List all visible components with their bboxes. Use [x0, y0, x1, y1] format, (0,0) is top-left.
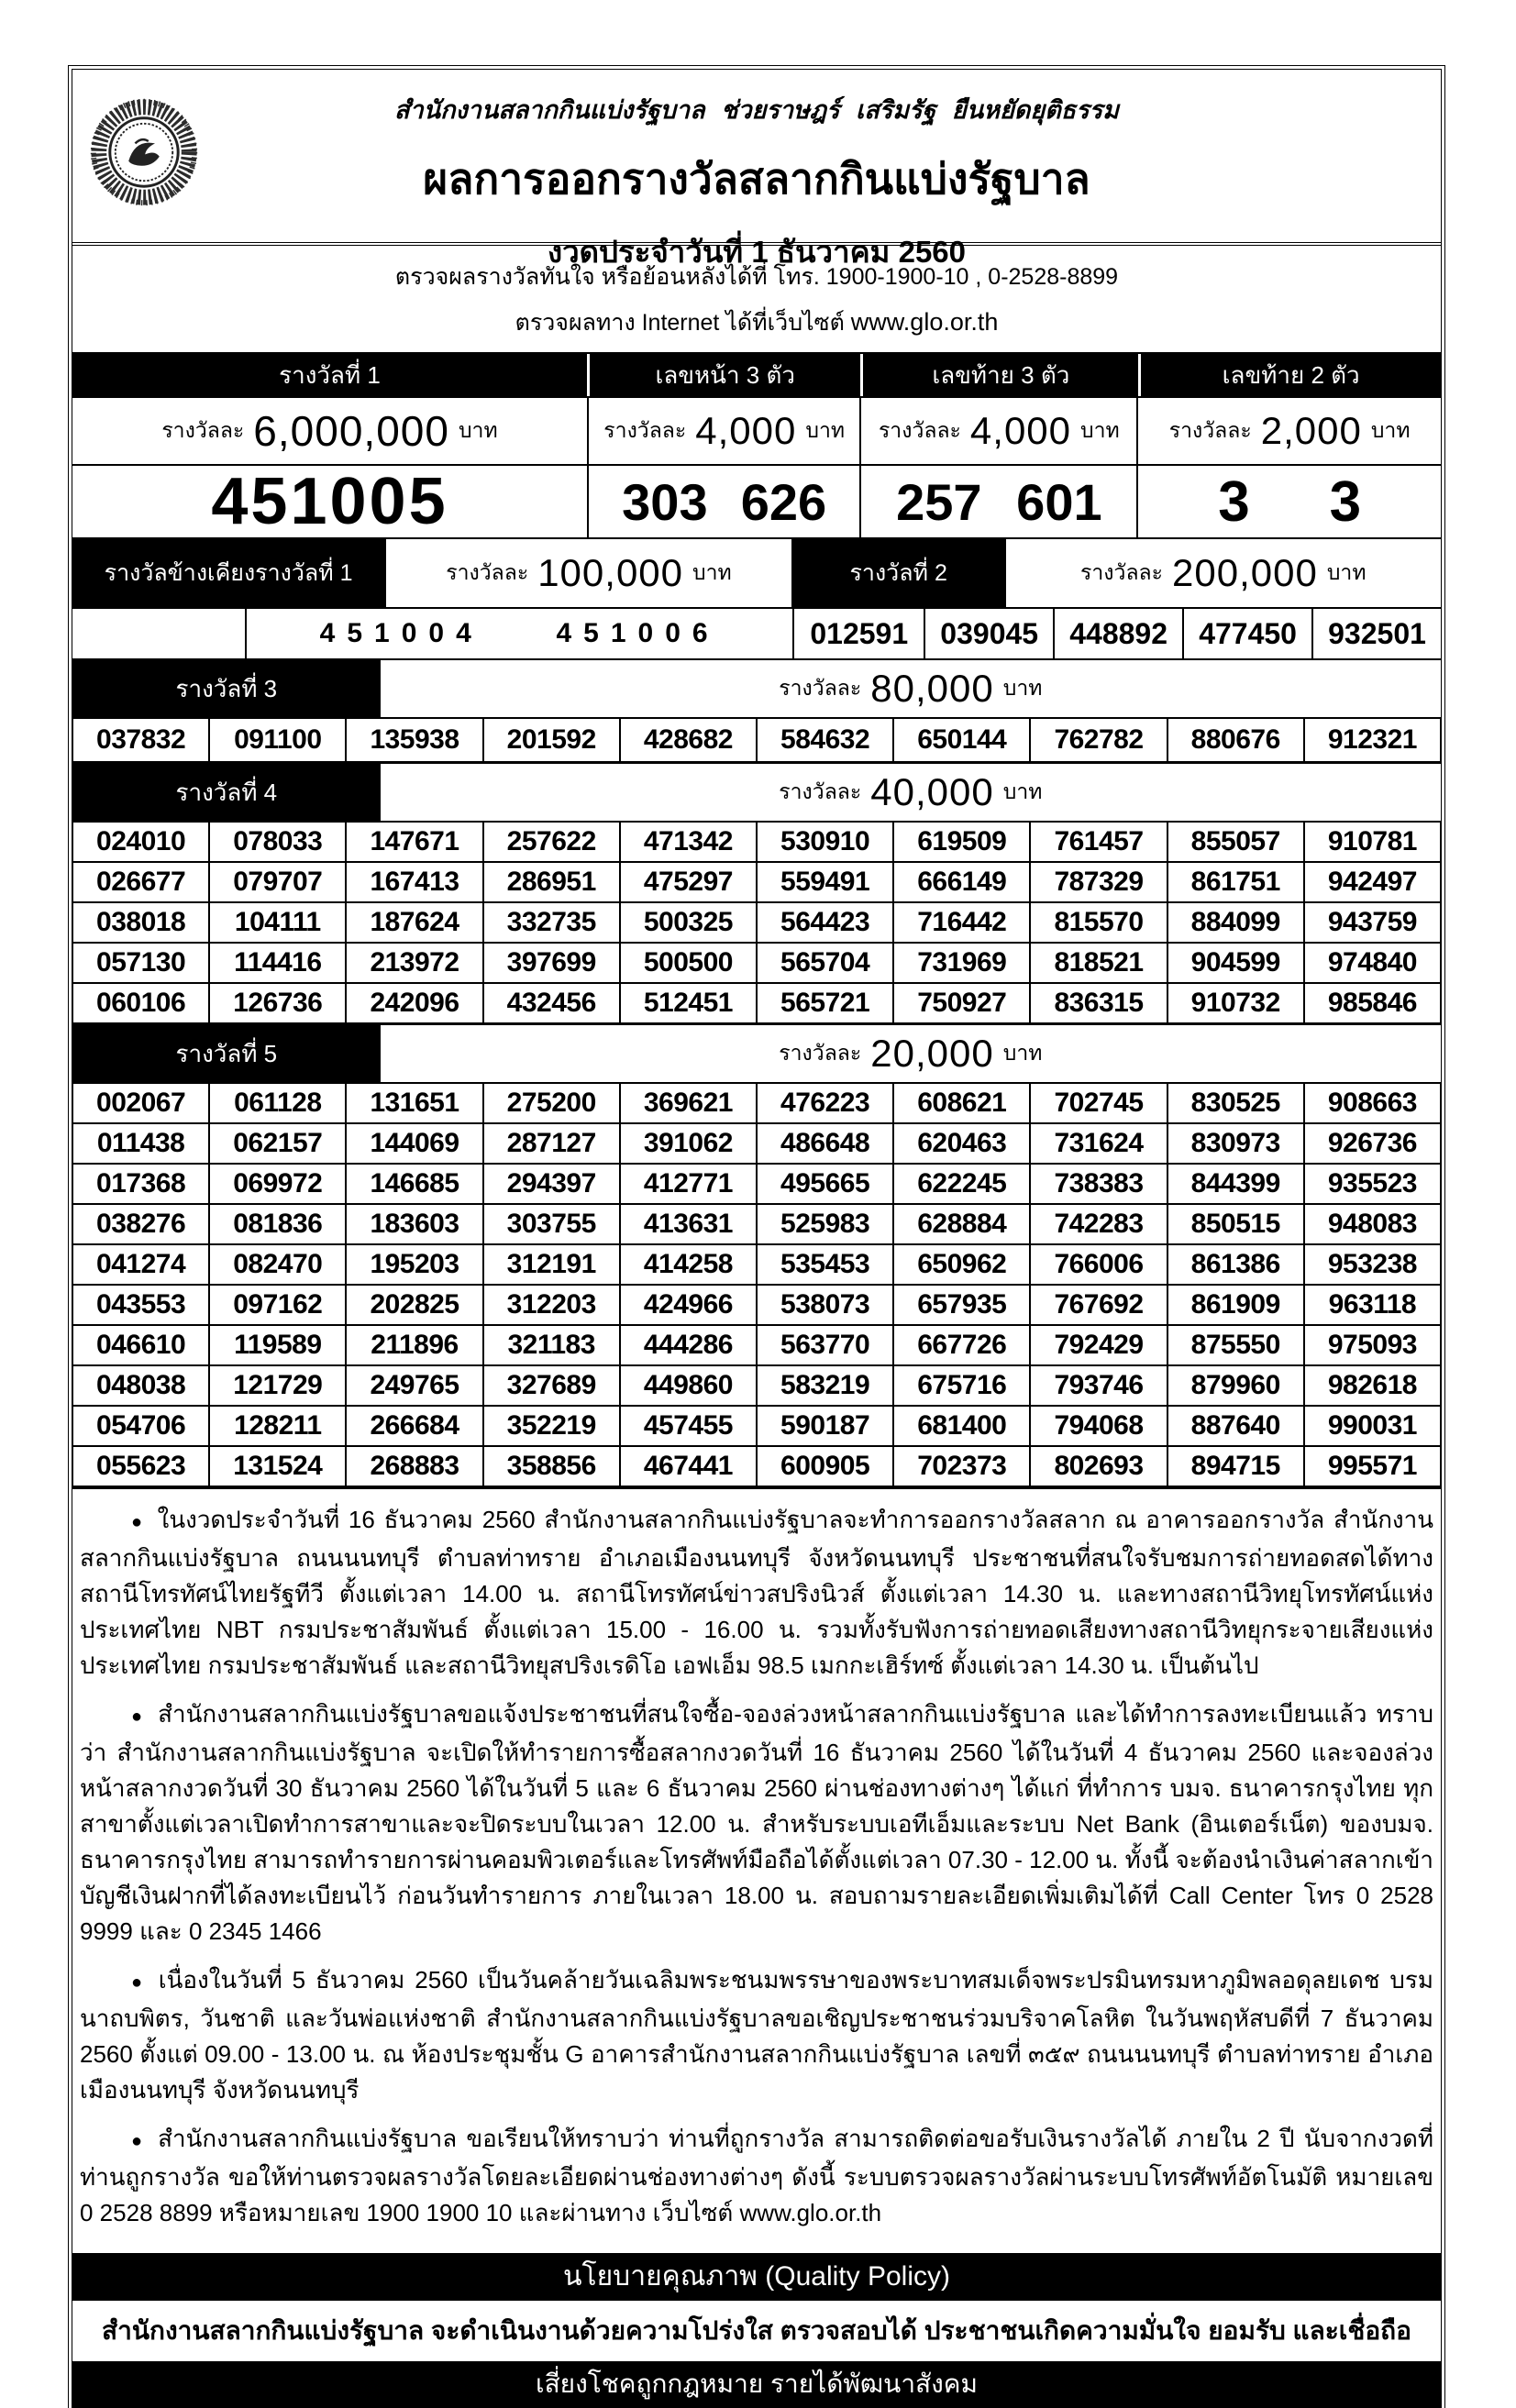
phone-check-line: ตรวจผลรางวัลทันใจ หรือย้อนหลังได้ที่ โทร. 1900-1900-10 , 0-2528-8899 — [394, 264, 1119, 290]
prize-number: 391062 — [620, 1123, 757, 1164]
prize-number: 910732 — [1167, 983, 1304, 1023]
prize-number: 628884 — [893, 1204, 1030, 1244]
prize-number: 211896 — [346, 1325, 482, 1365]
prize-number: 477450 — [1182, 609, 1311, 658]
prize-number: 535453 — [757, 1244, 893, 1285]
prize-number: 620463 — [893, 1123, 1030, 1164]
note-paragraph — [80, 1696, 1433, 1950]
prize-number: 861909 — [1167, 1285, 1304, 1325]
prize-number: 608621 — [893, 1083, 1030, 1123]
prize-number: 061128 — [209, 1083, 346, 1123]
prize-number: 475297 — [620, 862, 757, 902]
prize-number: 702373 — [893, 1446, 1030, 1486]
prize-number: 048038 — [72, 1365, 209, 1406]
prize-number: 078033 — [209, 822, 346, 862]
prize-number: 792429 — [1030, 1325, 1167, 1365]
prize-number: 500500 — [620, 943, 757, 983]
prize-number: 038276 — [72, 1204, 209, 1244]
side-prize-numbers — [247, 609, 794, 658]
prize-number: 167413 — [346, 862, 482, 902]
prize-number: 451004 — [319, 618, 483, 648]
prize-number: 451006 — [556, 618, 720, 648]
prize-number: 975093 — [1304, 1325, 1441, 1365]
prize-number: 564423 — [757, 902, 893, 943]
prize-number: 974840 — [1304, 943, 1441, 983]
prize-number: 147671 — [346, 822, 482, 862]
note-text: สำนักงานสลากกินแบ่งรัฐบาล ขอเรียนให้ทราบว่า ท่านที่ถูกรางวัล สามารถติดต่อขอรับเงินรางวัลได้ ภายใน 2 ปี นับจากงวดที่ท่านถูกรางวัล ขอให้ท่านตรวจผลรางวัลโดยละเอียดผ่านช่องทางต่างๆ ดังนี้ ระบบตรวจผลรางวัลผ่านระบบโทรศัพท์อัตโนมัติ หมายเลข 0 2528 8899 หรือหมายเลข 1900 1900 10 และผ่านทาง เว็บไซต์ www.glo.or.th — [80, 2125, 1433, 2226]
prize-number: 830525 — [1167, 1083, 1304, 1123]
prize-number: 126736 — [209, 983, 346, 1023]
front3-numbers — [589, 466, 861, 537]
prize-number: 563770 — [757, 1325, 893, 1365]
note-text: สำนักงานสลากกินแบ่งรัฐบาลขอแจ้งประชาชนที่สนใจซื้อ-จองล่วงหน้าสลากกินแบ่งรัฐบาล และได้ทำการลงทะเบียนแล้ว ทราบว่า สำนักงานสลากกินแบ่งรัฐบาล จะเปิดให้ทำรายการซื้อสลากงวดวันที่ 16 ธันวาคม 2560 ได้ในวันที่ 4 ธันวาคม 2560 และจองล่วงหน้าสลากงวดวันที่ 30 ธันวาคม 2560 ได้ในวันที่ 5 และ 6 ธันวาคม 2560 ผ่านช่องทางต่างๆ ได้แก่ ที่ทำการ บมจ. ธนาคารกรุงไทย ทุกสาขาตั้งแต่เวลาเปิดทำการสาขาและจะปิดระบบในเวลา 12.00 น. สำหรับระบบเอทีเอ็มและระบบ Net Bank (อินเตอร์เน็ต) ของบมจ. ธนาคารกรุงไทย สามารถทำรายการผ่านคอมพิวเตอร์และโทรศัพท์มือถือได้ตั้งแต่เวลา 07.30 - 12.00 น. ทั้งนี้ จะต้องนำเงินค่าสลากเข้าบัญชีเงินฝากที่ได้ลงทะเบียนไว้ ก่อนวันทำรายการ ภายในเวลา 18.00 น. สอบถามรายละเอียดเพิ่มเติมได้ที่ Call Center โทร 0 2528 9999 และ 0 2345 1466 — [80, 1700, 1433, 1945]
prize-number: 249765 — [346, 1365, 482, 1406]
prize-number: 144069 — [346, 1123, 482, 1164]
prize-number: 054706 — [72, 1406, 209, 1446]
prize-number: 565704 — [757, 943, 893, 983]
prize-number: 650144 — [893, 718, 1030, 762]
prize-number: 414258 — [620, 1244, 757, 1285]
prize5-numbers — [72, 1082, 1441, 1486]
prize-number: 794068 — [1030, 1406, 1167, 1446]
prize-number: 321183 — [483, 1325, 620, 1365]
prize-number: 787329 — [1030, 862, 1167, 902]
prize-number: 412771 — [620, 1164, 757, 1204]
prize-number: 062157 — [209, 1123, 346, 1164]
prize4-header-row — [72, 762, 1441, 821]
prize-number: 275200 — [483, 1083, 620, 1123]
prize-number: 875550 — [1167, 1325, 1304, 1365]
prize4-amount: รางวัลละ 40,000 บาท — [779, 770, 1043, 813]
prize-number: 121729 — [209, 1365, 346, 1406]
prize-number: 303 — [622, 472, 708, 531]
prize-number: 424966 — [620, 1285, 757, 1325]
prize-header-row — [72, 354, 1441, 396]
prize-number: 037832 — [72, 718, 209, 762]
last3-numbers — [861, 466, 1138, 537]
prize-number: 242096 — [346, 983, 482, 1023]
prize-number: 002067 — [72, 1083, 209, 1123]
prize-number: 131524 — [209, 1446, 346, 1486]
empty-cell — [72, 609, 247, 658]
prize-number: 818521 — [1030, 943, 1167, 983]
prize-number: 985846 — [1304, 983, 1441, 1023]
prize-number: 565721 — [757, 983, 893, 1023]
prize-number: 884099 — [1167, 902, 1304, 943]
prize-number: 043553 — [72, 1285, 209, 1325]
quality-policy-bar: นโยบายคุณภาพ (Quality Policy) — [72, 2253, 1441, 2301]
prize-number: 046610 — [72, 1325, 209, 1365]
prize-number: 830973 — [1167, 1123, 1304, 1164]
prize-number: 793746 — [1030, 1365, 1167, 1406]
internet-check-line — [72, 304, 1441, 341]
prize-amount-row — [72, 396, 1441, 464]
prize-number: 448892 — [1053, 609, 1182, 658]
prize-number: 041274 — [72, 1244, 209, 1285]
prize-number: 942497 — [1304, 862, 1441, 902]
prize-number: 312203 — [483, 1285, 620, 1325]
prize-number: 294397 — [483, 1164, 620, 1204]
prize-number: 444286 — [620, 1325, 757, 1365]
prize-number: 880676 — [1167, 718, 1304, 762]
lottery-results-document — [72, 69, 1442, 2408]
bullet-icon: ● — [131, 2131, 146, 2151]
prize-number: 559491 — [757, 862, 893, 902]
prize-number: 3 — [1218, 469, 1250, 534]
side-prize-label: รางวัลข้างเคียงรางวัลที่ 1 — [72, 539, 386, 607]
prize-number: 057130 — [72, 943, 209, 983]
last2-numbers — [1138, 466, 1441, 537]
prize-number: 802693 — [1030, 1446, 1167, 1486]
prize2-numbers — [794, 609, 1441, 658]
prize-number: 312191 — [483, 1244, 620, 1285]
prize-number: 836315 — [1030, 983, 1167, 1023]
prize-number: 114416 — [209, 943, 346, 983]
prize-number: 666149 — [893, 862, 1030, 902]
prize-number: 146685 — [346, 1164, 482, 1204]
prize-number: 495665 — [757, 1164, 893, 1204]
prize-number: 202825 — [346, 1285, 482, 1325]
prize-number: 861751 — [1167, 862, 1304, 902]
prize-number: 650962 — [893, 1244, 1030, 1285]
prize-number: 948083 — [1304, 1204, 1441, 1244]
note-paragraph — [80, 2121, 1433, 2231]
bullet-icon: ● — [131, 1972, 146, 1993]
prize-number: 525983 — [757, 1204, 893, 1244]
prize-number: 449860 — [620, 1365, 757, 1406]
prize-number: 457455 — [620, 1406, 757, 1446]
prize-number: 3 — [1329, 469, 1362, 534]
prize2-label: รางวัลที่ 2 — [793, 539, 1006, 607]
prize3-numbers — [72, 717, 1441, 762]
prize-number: 026677 — [72, 862, 209, 902]
side-prize-amount: รางวัลละ 100,000 บาท — [386, 539, 793, 607]
prize-number: 413631 — [620, 1204, 757, 1244]
prize-number: 530910 — [757, 822, 893, 862]
prize-number: 855057 — [1167, 822, 1304, 862]
prize4-numbers — [72, 821, 1441, 1023]
prize-number: 963118 — [1304, 1285, 1441, 1325]
prize-number: 187624 — [346, 902, 482, 943]
prize-number: 738383 — [1030, 1164, 1167, 1204]
seal-starburst-icon — [89, 97, 199, 207]
prize-number: 119589 — [209, 1325, 346, 1365]
prize-number: 626 — [740, 472, 827, 531]
last2-header: เลขท้าย 2 ตัว — [1141, 354, 1441, 396]
winning-numbers-row — [72, 464, 1441, 537]
prize-number: 091100 — [209, 718, 346, 762]
prize2-amount: รางวัลละ 200,000 บาท — [1080, 551, 1367, 594]
prize-number: 879960 — [1167, 1365, 1304, 1406]
prize-number: 135938 — [346, 718, 482, 762]
front3-header: เลขหน้า 3 ตัว — [590, 354, 860, 396]
prize-number: 943759 — [1304, 902, 1441, 943]
prize-number: 128211 — [209, 1406, 346, 1446]
first-prize-number-cell — [72, 466, 589, 537]
prize-number: 079707 — [209, 862, 346, 902]
last3-header: เลขท้าย 3 ตัว — [863, 354, 1138, 396]
front3-amount: รางวัลละ 4,000 บาท — [589, 398, 861, 464]
prize-number: 762782 — [1030, 718, 1167, 762]
prize-number: 731969 — [893, 943, 1030, 983]
prize-number: 397699 — [483, 943, 620, 983]
prize-number: 731624 — [1030, 1123, 1167, 1164]
prize-number: 201592 — [483, 718, 620, 762]
prize-number: 183603 — [346, 1204, 482, 1244]
prize-number: 352219 — [483, 1406, 620, 1446]
prize-number: 716442 — [893, 902, 1030, 943]
prize-number: 584632 — [757, 718, 893, 762]
prize-number: 910781 — [1304, 822, 1441, 862]
prize-number: 069972 — [209, 1164, 346, 1204]
prize-number: 702745 — [1030, 1083, 1167, 1123]
prize-number: 935523 — [1304, 1164, 1441, 1204]
last3-amount: รางวัลละ 4,000 บาท — [861, 398, 1138, 464]
bullet-icon: ● — [131, 1707, 146, 1727]
prize-number: 766006 — [1030, 1244, 1167, 1285]
prize-number: 060106 — [72, 983, 209, 1023]
prize-number: 081836 — [209, 1204, 346, 1244]
prize-number: 742283 — [1030, 1204, 1167, 1244]
prize-number: 990031 — [1304, 1406, 1441, 1446]
prize-number: 538073 — [757, 1285, 893, 1325]
prize-number: 369621 — [620, 1083, 757, 1123]
prize-number: 675716 — [893, 1365, 1030, 1406]
prize-number: 932501 — [1311, 609, 1441, 658]
prize-number: 908663 — [1304, 1083, 1441, 1123]
prize-number: 213972 — [346, 943, 482, 983]
prize-number: 471342 — [620, 822, 757, 862]
prize-table — [72, 352, 1441, 1489]
prize5-amount: รางวัลละ 20,000 บาท — [779, 1032, 1043, 1075]
prize-number: 039045 — [924, 609, 1053, 658]
prize5-label: รางวัลที่ 5 — [72, 1025, 381, 1082]
prize-number: 583219 — [757, 1365, 893, 1406]
side-prize-numbers-row — [72, 607, 1441, 658]
prize-number: 750927 — [893, 983, 1030, 1023]
prize-number: 038018 — [72, 902, 209, 943]
prize-number: 024010 — [72, 822, 209, 862]
prize-number: 286951 — [483, 862, 620, 902]
prize-number: 995571 — [1304, 1446, 1441, 1486]
prize-number: 953238 — [1304, 1244, 1441, 1285]
prize-number: 257622 — [483, 822, 620, 862]
prize-number: 104111 — [209, 902, 346, 943]
prize-number: 815570 — [1030, 902, 1167, 943]
page-title: ผลการออกรางวัลสลากกินแบ่งรัฐบาล — [423, 155, 1090, 203]
prize-number: 926736 — [1304, 1123, 1441, 1164]
prize-number: 767692 — [1030, 1285, 1167, 1325]
first-prize-number: 451005 — [211, 465, 448, 538]
prize-number: 131651 — [346, 1083, 482, 1123]
prize-number: 619509 — [893, 822, 1030, 862]
quality-policy-text: สำนักงานสลากกินแบ่งรัฐบาล จะดำเนินงานด้วยความโปร่งใส ตรวจสอบได้ ประชาชนเกิดความมั่นใจ ยอมรับ และเชื่อถือ — [102, 2316, 1411, 2345]
prize-number: 266684 — [346, 1406, 482, 1446]
prize-number: 332735 — [483, 902, 620, 943]
prize-number: 017368 — [72, 1164, 209, 1204]
prize-number: 428682 — [620, 718, 757, 762]
prize-number: 011438 — [72, 1123, 209, 1164]
prize-number: 681400 — [893, 1406, 1030, 1446]
prize5-header-row — [72, 1023, 1441, 1082]
prize-number: 476223 — [757, 1083, 893, 1123]
draw-date: งวดประจำวันที่ 1 ธันวาคม 2560 — [547, 235, 967, 269]
prize-number: 894715 — [1167, 1446, 1304, 1486]
prize-number: 844399 — [1167, 1164, 1304, 1204]
prize4-label: รางวัลที่ 4 — [72, 764, 381, 821]
prize-number: 600905 — [757, 1446, 893, 1486]
prize-number: 327689 — [483, 1365, 620, 1406]
document-header — [72, 70, 1441, 269]
prize-number: 012591 — [810, 616, 909, 650]
announcement-notes — [72, 1489, 1441, 2253]
prize-number: 667726 — [893, 1325, 1030, 1365]
agency-motto: สำนักงานสลากกินแบ่งรัฐบาล ช่วยราษฎร์ เสริมรัฐ ยืนหยัดยุติธรรม — [394, 96, 1119, 124]
prize-number: 082470 — [209, 1244, 346, 1285]
prize1-header: รางวัลที่ 1 — [72, 354, 587, 396]
prize-number: 486648 — [757, 1123, 893, 1164]
prize-number: 268883 — [346, 1446, 482, 1486]
bullet-icon: ● — [131, 1512, 145, 1532]
prize-number: 500325 — [620, 902, 757, 943]
prize-number: 904599 — [1167, 943, 1304, 983]
internet-check-prefix: ตรวจผลทาง Internet ได้ที่เว็บไซต์ — [515, 310, 845, 336]
last2-amount: รางวัลละ 2,000 บาท — [1168, 409, 1411, 452]
prize-number: 657935 — [893, 1285, 1030, 1325]
prize-number: 761457 — [1030, 822, 1167, 862]
slogan-bar: เสี่ยงโชคถูกกฎหมาย รายได้พัฒนาสังคม — [72, 2361, 1441, 2407]
prize-number: 601 — [1016, 472, 1102, 531]
prize-number: 257 — [896, 472, 982, 531]
prize-number: 055623 — [72, 1446, 209, 1486]
prize-number: 912321 — [1304, 718, 1441, 762]
prize-number: 467441 — [620, 1446, 757, 1486]
prize-number: 097162 — [209, 1285, 346, 1325]
prize-number: 887640 — [1167, 1406, 1304, 1446]
glo-seal-logo — [89, 97, 199, 207]
prize-number: 195203 — [346, 1244, 482, 1285]
prize-number: 590187 — [757, 1406, 893, 1446]
prize3-amount: รางวัลละ 80,000 บาท — [779, 667, 1043, 710]
prize-number: 303755 — [483, 1204, 620, 1244]
website-url: www.glo.or.th — [850, 308, 999, 336]
prize1-amount: รางวัลละ 6,000,000 บาท — [72, 398, 589, 464]
prize-number: 982618 — [1304, 1365, 1441, 1406]
prize-number: 861386 — [1167, 1244, 1304, 1285]
prize-number: 432456 — [483, 983, 620, 1023]
prize3-label: รางวัลที่ 3 — [72, 660, 381, 717]
note-paragraph — [80, 1962, 1433, 2108]
prize-number: 850515 — [1167, 1204, 1304, 1244]
prize3-header-row — [72, 658, 1441, 717]
note-paragraph — [80, 1502, 1433, 1684]
prize-number: 358856 — [483, 1446, 620, 1486]
prize-number: 512451 — [620, 983, 757, 1023]
note-text: ในงวดประจำวันที่ 16 ธันวาคม 2560 สำนักงานสลากกินแบ่งรัฐบาลจะทำการออกรางวัลสลาก ณ อาคารออกรางวัล สำนักงานสลากกินแบ่งรัฐบาล ถนนนนทบุรี ตำบลท่าทราย อำเภอเมืองนนทบุรี จังหวัดนนทบุรี ประชาชนที่สนใจรับชมการถ่ายทอดสดได้ทางสถานีโทรทัศน์ไทยรัฐทีวี ตั้งแต่เวลา 14.00 น. สถานีโทรทัศน์ข่าวสปริงนิวส์ ตั้งแต่เวลา 14.30 น. และทางสถานีวิทยุโทรทัศน์แห่งประเทศไทย NBT กรมประชาสัมพันธ์ ตั้งแต่เวลา 15.00 - 16.00 น. รวมทั้งรับฟังการถ่ายทอดเสียงทางสถานีวิทยุกระจายเสียงแห่งประเทศไทย กรมประชาสัมพันธ์ และสถานีวิทยุสปริงเรดิโอ เอฟเอ็ม 98.5 เมกกะเฮิร์ทซ์ ตั้งแต่เวลา 14.30 น. เป็นต้นไป — [80, 1506, 1433, 1679]
prize-number: 287127 — [483, 1123, 620, 1164]
prize-number: 622245 — [893, 1164, 1030, 1204]
side-prize-header-row — [72, 537, 1441, 607]
note-text: เนื่องในวันที่ 5 ธันวาคม 2560 เป็นวันคล้ายวันเฉลิมพระชนมพรรษาของพระบาทสมเด็จพระปรมินทรมหาภูมิพลอดุลยเดช บรมนาถบพิตร, วันชาติ และวันพ่อแห่งชาติ สำนักงานสลากกินแบ่งรัฐบาลขอเชิญประชาชนร่วมบริจาคโลหิต ในวันพฤหัสบดีที่ 7 ธันวาคม 2560 ตั้งแต่ 09.00 - 13.00 น. ณ ห้องประชุมชั้น G อาคารสำนักงานสลากกินแบ่งรัฐบาล เลขที่ ๓๕๙ ถนนนนทบุรี ตำบลท่าทราย อำเภอเมืองนนทบุรี จังหวัดนนทบุรี — [80, 1966, 1433, 2104]
